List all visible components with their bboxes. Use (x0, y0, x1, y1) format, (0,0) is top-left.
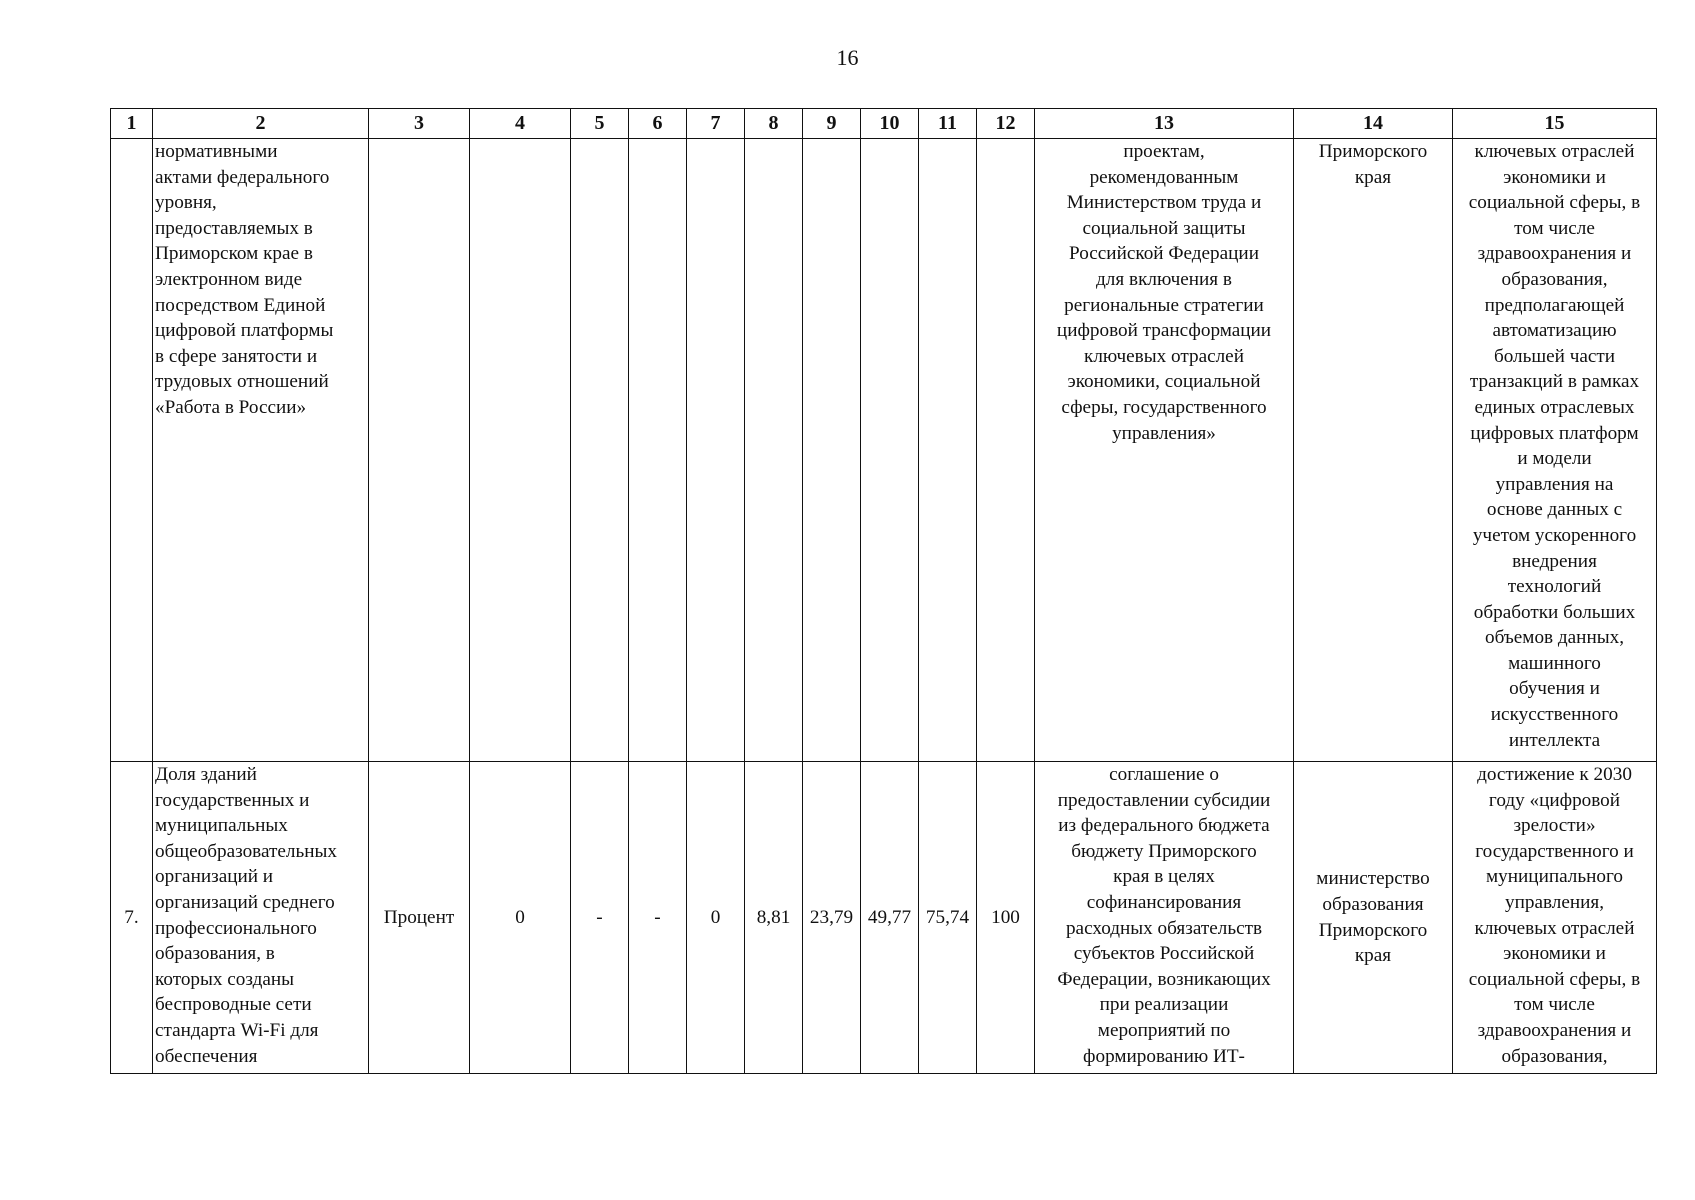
row2-number-cell: 7. (111, 762, 153, 1074)
row2-indicator-name: Доля зданий государственных и муниципальных общеобразовательных организаций и организаций среднего профессионального образования, в которых созданы беспроводные сети стандарта Wi-Fi для обеспечения (153, 762, 369, 1074)
header-cell-2: 2 (153, 109, 369, 139)
row1-cell-11 (919, 139, 977, 762)
header-cell-10: 10 (861, 109, 919, 139)
row1-cell-7 (687, 139, 745, 762)
header-cell-13: 13 (1035, 109, 1294, 139)
header-row (111, 109, 1657, 139)
row1-cell-6 (629, 139, 687, 762)
header-cell-12: 12 (977, 109, 1035, 139)
table-row (111, 139, 1657, 762)
indicators-table (110, 108, 1657, 1074)
header-cell-14: 14 (1294, 109, 1453, 139)
row1-cell-4 (470, 139, 571, 762)
row2-value-7: 0 (687, 762, 745, 1074)
row1-goal-relation: ключевых отраслей экономики и социальной сферы, в том числе здравоохранения и образования, предполагающей автоматизацию большей части транзакций в рамках единых отраслевых цифровых платформ и модели управления на основе данных с учетом ускоренного внедрения технологий обработки больших объемов данных, машинного обучения и искусственного интеллекта (1453, 139, 1657, 762)
row1-cell-10 (861, 139, 919, 762)
row2-goal-relation: достижение к 2030 году «цифровой зрелости» государственного и муниципального управления, ключевых отраслей экономики и социальной сферы, в том числе здравоохранения и образования, (1453, 762, 1657, 1074)
header-cell-1: 1 (111, 109, 153, 139)
row2-value-6: - (629, 762, 687, 1074)
row2-base-value: 0 (470, 762, 571, 1074)
row2-value-12: 100 (977, 762, 1035, 1074)
row2-unit: Процент (369, 762, 470, 1074)
row2-value-11: 75,74 (919, 762, 977, 1074)
header-cell-15: 15 (1453, 109, 1657, 139)
row1-cell-8 (745, 139, 803, 762)
header-cell-6: 6 (629, 109, 687, 139)
header-cell-7: 7 (687, 109, 745, 139)
header-cell-8: 8 (745, 109, 803, 139)
header-cell-9: 9 (803, 109, 861, 139)
row1-responsible: Приморского края (1294, 139, 1453, 762)
row1-document-basis: проектам, рекомендованным Министерством труда и социальной защиты Российской Федерации для включения в региональные стратегии цифровой трансформации ключевых отраслей экономики, социальной сферы, государственного управления» (1035, 139, 1294, 762)
row1-indicator-name: нормативными актами федерального уровня, предоставляемых в Приморском крае в электронном виде посредством Единой цифровой платформы в сфере занятости и трудовых отношений «Работа в России» (153, 139, 369, 762)
row1-cell-12 (977, 139, 1035, 762)
header-cell-4: 4 (470, 109, 571, 139)
header-cell-5: 5 (571, 109, 629, 139)
header-cell-11: 11 (919, 109, 977, 139)
header-cell-3: 3 (369, 109, 470, 139)
row2-value-5: - (571, 762, 629, 1074)
row1-number-cell (111, 139, 153, 762)
row2-document-basis: соглашение о предоставлении субсидии из федерального бюджета бюджету Приморского края в целях софинансирования расходных обязательств субъектов Российской Федерации, возникающих при реализации мероприятий по формированию ИТ- (1035, 762, 1294, 1074)
row2-value-8: 8,81 (745, 762, 803, 1074)
table-row (111, 762, 1657, 1074)
row1-cell-9 (803, 139, 861, 762)
row1-cell-3 (369, 139, 470, 762)
row2-responsible: министерство образования Приморского края (1294, 762, 1453, 1074)
page-number: 16 (836, 45, 859, 70)
row2-value-9: 23,79 (803, 762, 861, 1074)
row2-value-10: 49,77 (861, 762, 919, 1074)
row1-cell-5 (571, 139, 629, 762)
